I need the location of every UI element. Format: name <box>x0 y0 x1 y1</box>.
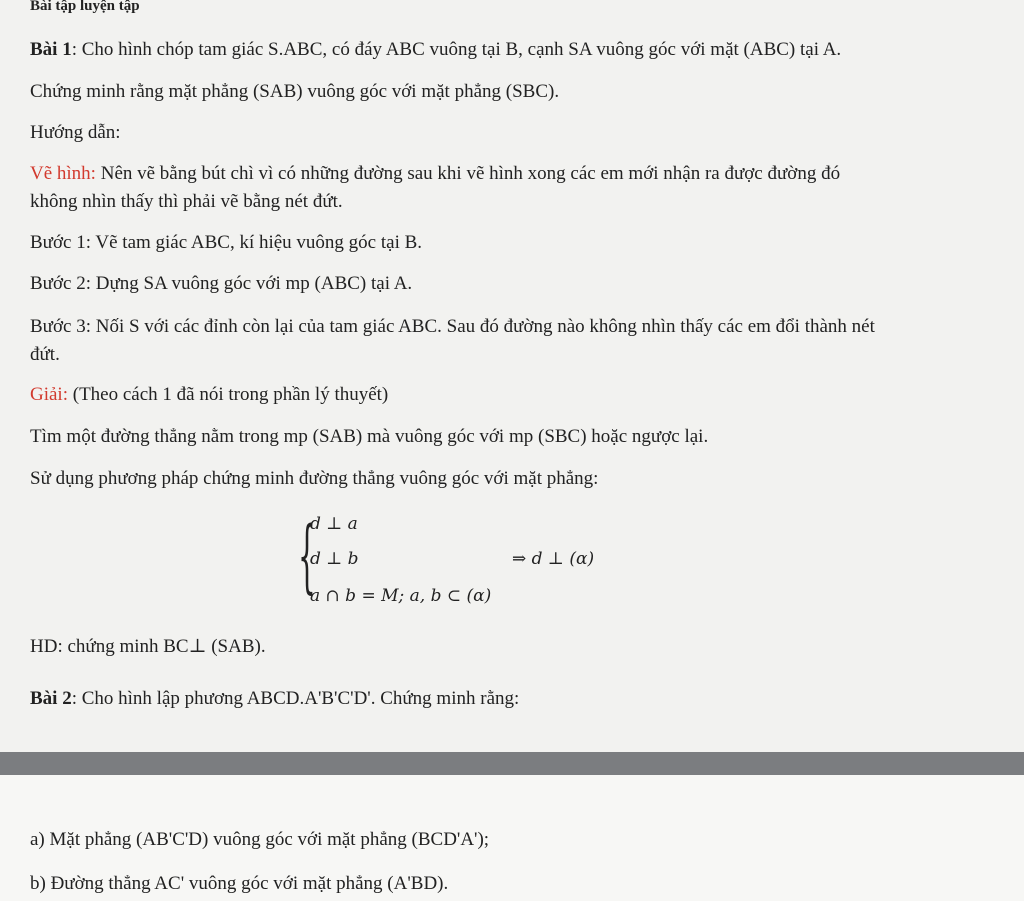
page-divider <box>0 752 1024 775</box>
tim-line: Tìm một đường thẳng nằm trong mp (SAB) mà vuông góc với mp (SBC) hoặc ngược lại. <box>30 426 709 447</box>
ve-hinh-line2: không nhìn thấy thì phải vẽ bằng nét đứt. <box>30 191 343 212</box>
system-result: ⇒ d ⊥ (α) <box>512 549 595 569</box>
part-a: a) Mặt phẳng (AB'C'D) vuông góc với mặt phẳng (BCD'A'); <box>30 829 490 850</box>
section-header: Bài tập luyện tập <box>30 0 140 14</box>
perpendicular-system <box>298 506 618 612</box>
bai1-line2: Chứng minh rằng mặt phẳng (SAB) vuông góc với mặt phẳng (SBC). <box>30 81 560 102</box>
bai1-line1 <box>30 38 841 62</box>
giai-line <box>30 383 388 407</box>
bai2-text: : Cho hình lập phương ABCD.A'B'C'D'. Chứng minh rằng: <box>71 688 520 709</box>
system-row-2: d ⊥ b <box>310 549 359 569</box>
system-row-1: d ⊥ a <box>310 514 358 534</box>
su-dung-line: Sử dụng phương pháp chứng minh đường thẳng vuông góc với mặt phẳng: <box>30 468 599 489</box>
bai1-text: : Cho hình chóp tam giác S.ABC, có đáy ABC vuông tại B, cạnh SA vuông góc với mặt (ABC) tại A. <box>71 39 842 60</box>
bai2-label: Bài 2 <box>30 688 72 709</box>
buoc3-line1: Bước 3: Nối S với các đỉnh còn lại của tam giác ABC. Sau đó đường nào không nhìn thấy các em đổi thành nét <box>30 316 875 337</box>
bai1-label: Bài 1 <box>30 39 72 60</box>
left-brace: { <box>298 509 316 602</box>
buoc1: Bước 1: Vẽ tam giác ABC, kí hiệu vuông góc tại B. <box>30 232 423 253</box>
ve-hinh-text1: Nên vẽ bằng bút chì vì có những đường sau khi vẽ hình xong các em mới nhận ra được đường đó <box>95 163 841 184</box>
giai-text: (Theo cách 1 đã nói trong phần lý thuyết) <box>68 384 389 405</box>
huong-dan-heading: Hướng dẫn: <box>30 122 121 143</box>
ve-hinh-line1 <box>30 162 840 186</box>
buoc3-line2: đứt. <box>30 344 60 365</box>
system-row-3: a ∩ b = M; a, b ⊂ (α) <box>310 586 492 606</box>
ve-hinh-label: Vẽ hình: <box>30 163 96 184</box>
part-b: b) Đường thẳng AC' vuông góc với mặt phẳng (A'BD). <box>30 873 449 894</box>
giai-label: Giải: <box>30 384 68 405</box>
hd-line: HD: chứng minh BC⊥ (SAB). <box>30 636 266 657</box>
buoc2: Bước 2: Dựng SA vuông góc với mp (ABC) tại A. <box>30 273 413 294</box>
bai2-line <box>30 687 519 711</box>
